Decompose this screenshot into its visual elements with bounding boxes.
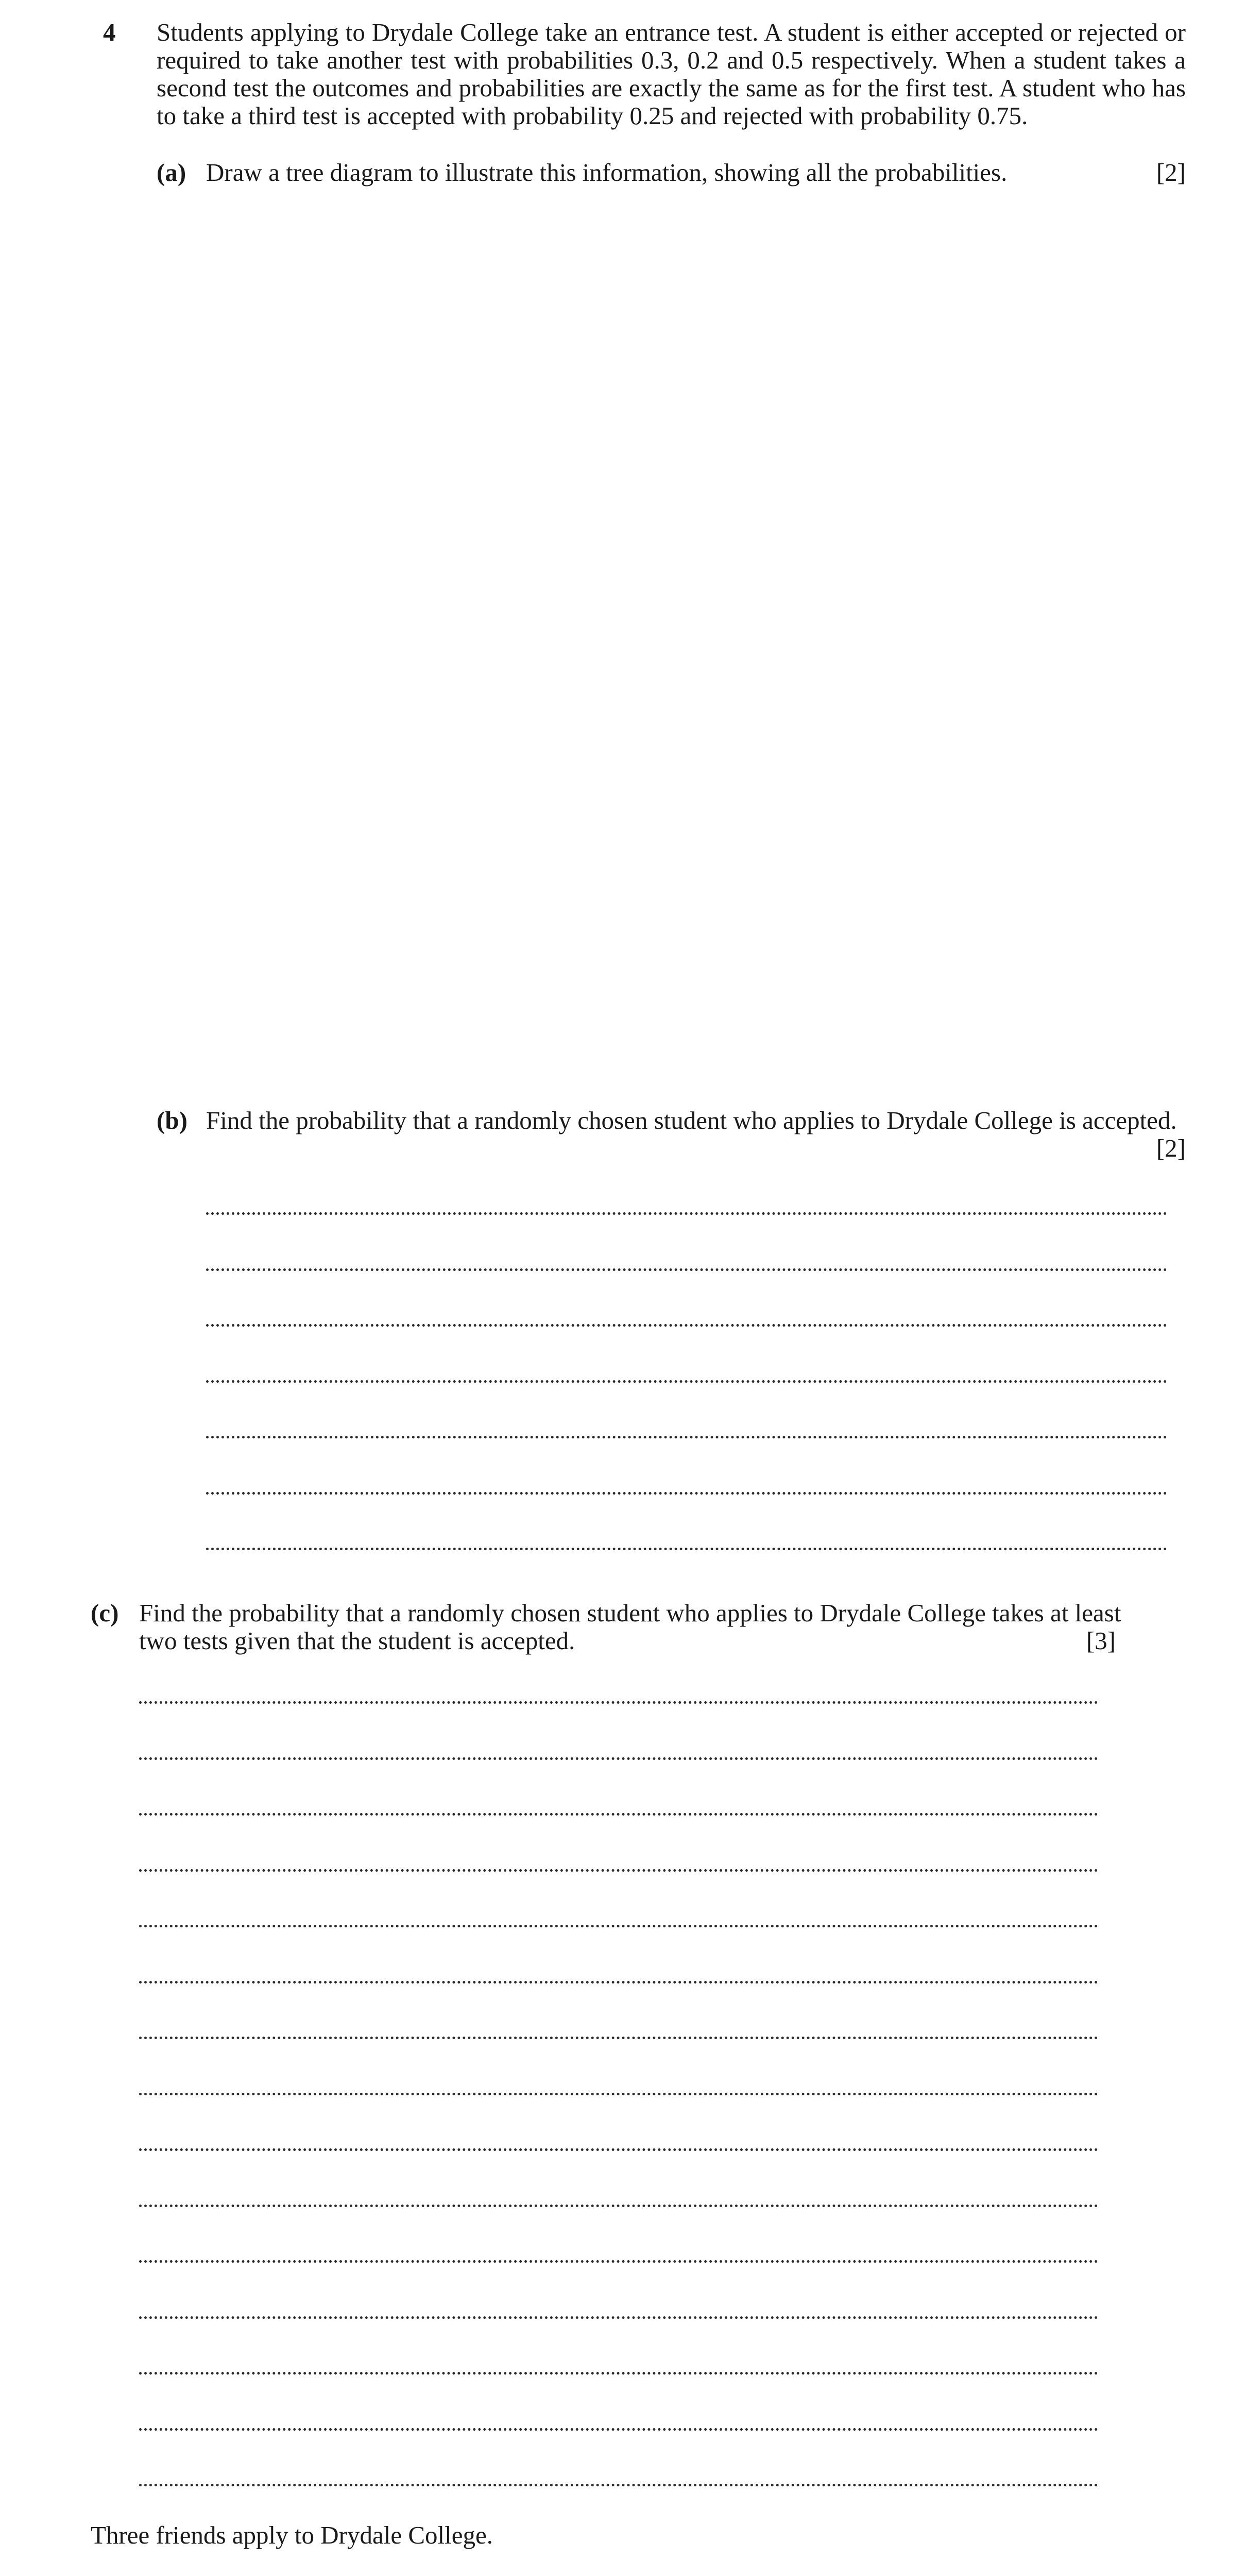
part-c-answer-line[interactable] — [139, 2093, 1098, 2095]
part-b-answer-line[interactable] — [206, 1436, 1167, 1438]
part-c-answer-line[interactable] — [139, 1925, 1098, 1927]
part-c-answer-line[interactable] — [139, 2484, 1098, 2486]
part-b-answer-line[interactable] — [206, 1380, 1167, 1383]
part-b-answer-line[interactable] — [206, 1268, 1167, 1271]
part-c-text-line-2: two tests given that the student is accepted. — [139, 1626, 575, 1655]
part-b-label: (b) — [157, 1106, 187, 1134]
part-b-answer-line[interactable] — [206, 1212, 1167, 1215]
part-c-answer-line[interactable] — [139, 2372, 1098, 2375]
tree-diagram-working-space[interactable] — [157, 206, 1186, 1082]
part-b-marks: [2] — [1156, 1134, 1186, 1162]
part-c-answer-line[interactable] — [139, 2260, 1098, 2263]
part-c-answer-line[interactable] — [139, 2037, 1098, 2039]
part-b-answer-line[interactable] — [206, 1324, 1167, 1327]
part-c-answer-line[interactable] — [139, 1701, 1098, 1704]
part-c-answer-line[interactable] — [139, 2205, 1098, 2207]
part-c-label: (c) — [91, 1599, 119, 1627]
part-c-text-line-1: Find the probability that a randomly chosen student who applies to Drydale College takes at least — [139, 1599, 1121, 1627]
part-c-answer-line[interactable] — [139, 1813, 1098, 1816]
part-a-text: Draw a tree diagram to illustrate this information, showing all the probabilities. — [206, 158, 1008, 187]
part-a-label: (a) — [157, 158, 186, 187]
question-number: 4 — [103, 18, 116, 46]
part-d-intro: Three friends apply to Drydale College. — [91, 2521, 493, 2549]
part-c-answer-line[interactable] — [139, 2316, 1098, 2319]
part-a-marks: [2] — [1156, 158, 1186, 187]
part-c-answer-line[interactable] — [139, 1757, 1098, 1760]
part-c-marks: [3] — [1086, 1626, 1116, 1655]
part-b-text: Find the probability that a randomly chosen student who applies to Drydale College is accepted. — [206, 1106, 1177, 1134]
part-b-answer-line[interactable] — [206, 1548, 1167, 1550]
part-c-answer-line[interactable] — [139, 1981, 1098, 1984]
part-c-answer-line[interactable] — [139, 2148, 1098, 2151]
part-b-answer-line[interactable] — [206, 1492, 1167, 1495]
question-stem: Students applying to Drydale College take an entrance test. A student is either accepted or rejected or required to take another test with probabilities 0.3, 0.2 and 0.5 respectively. When a student takes a second test the outcomes and probabilities are exactly the same as for the first test. A student who has to take a third test is accepted with probability 0.25 and rejected with probability 0.75. — [157, 18, 1186, 130]
part-c-answer-line[interactable] — [139, 2428, 1098, 2431]
part-c-answer-line[interactable] — [139, 1869, 1098, 1872]
